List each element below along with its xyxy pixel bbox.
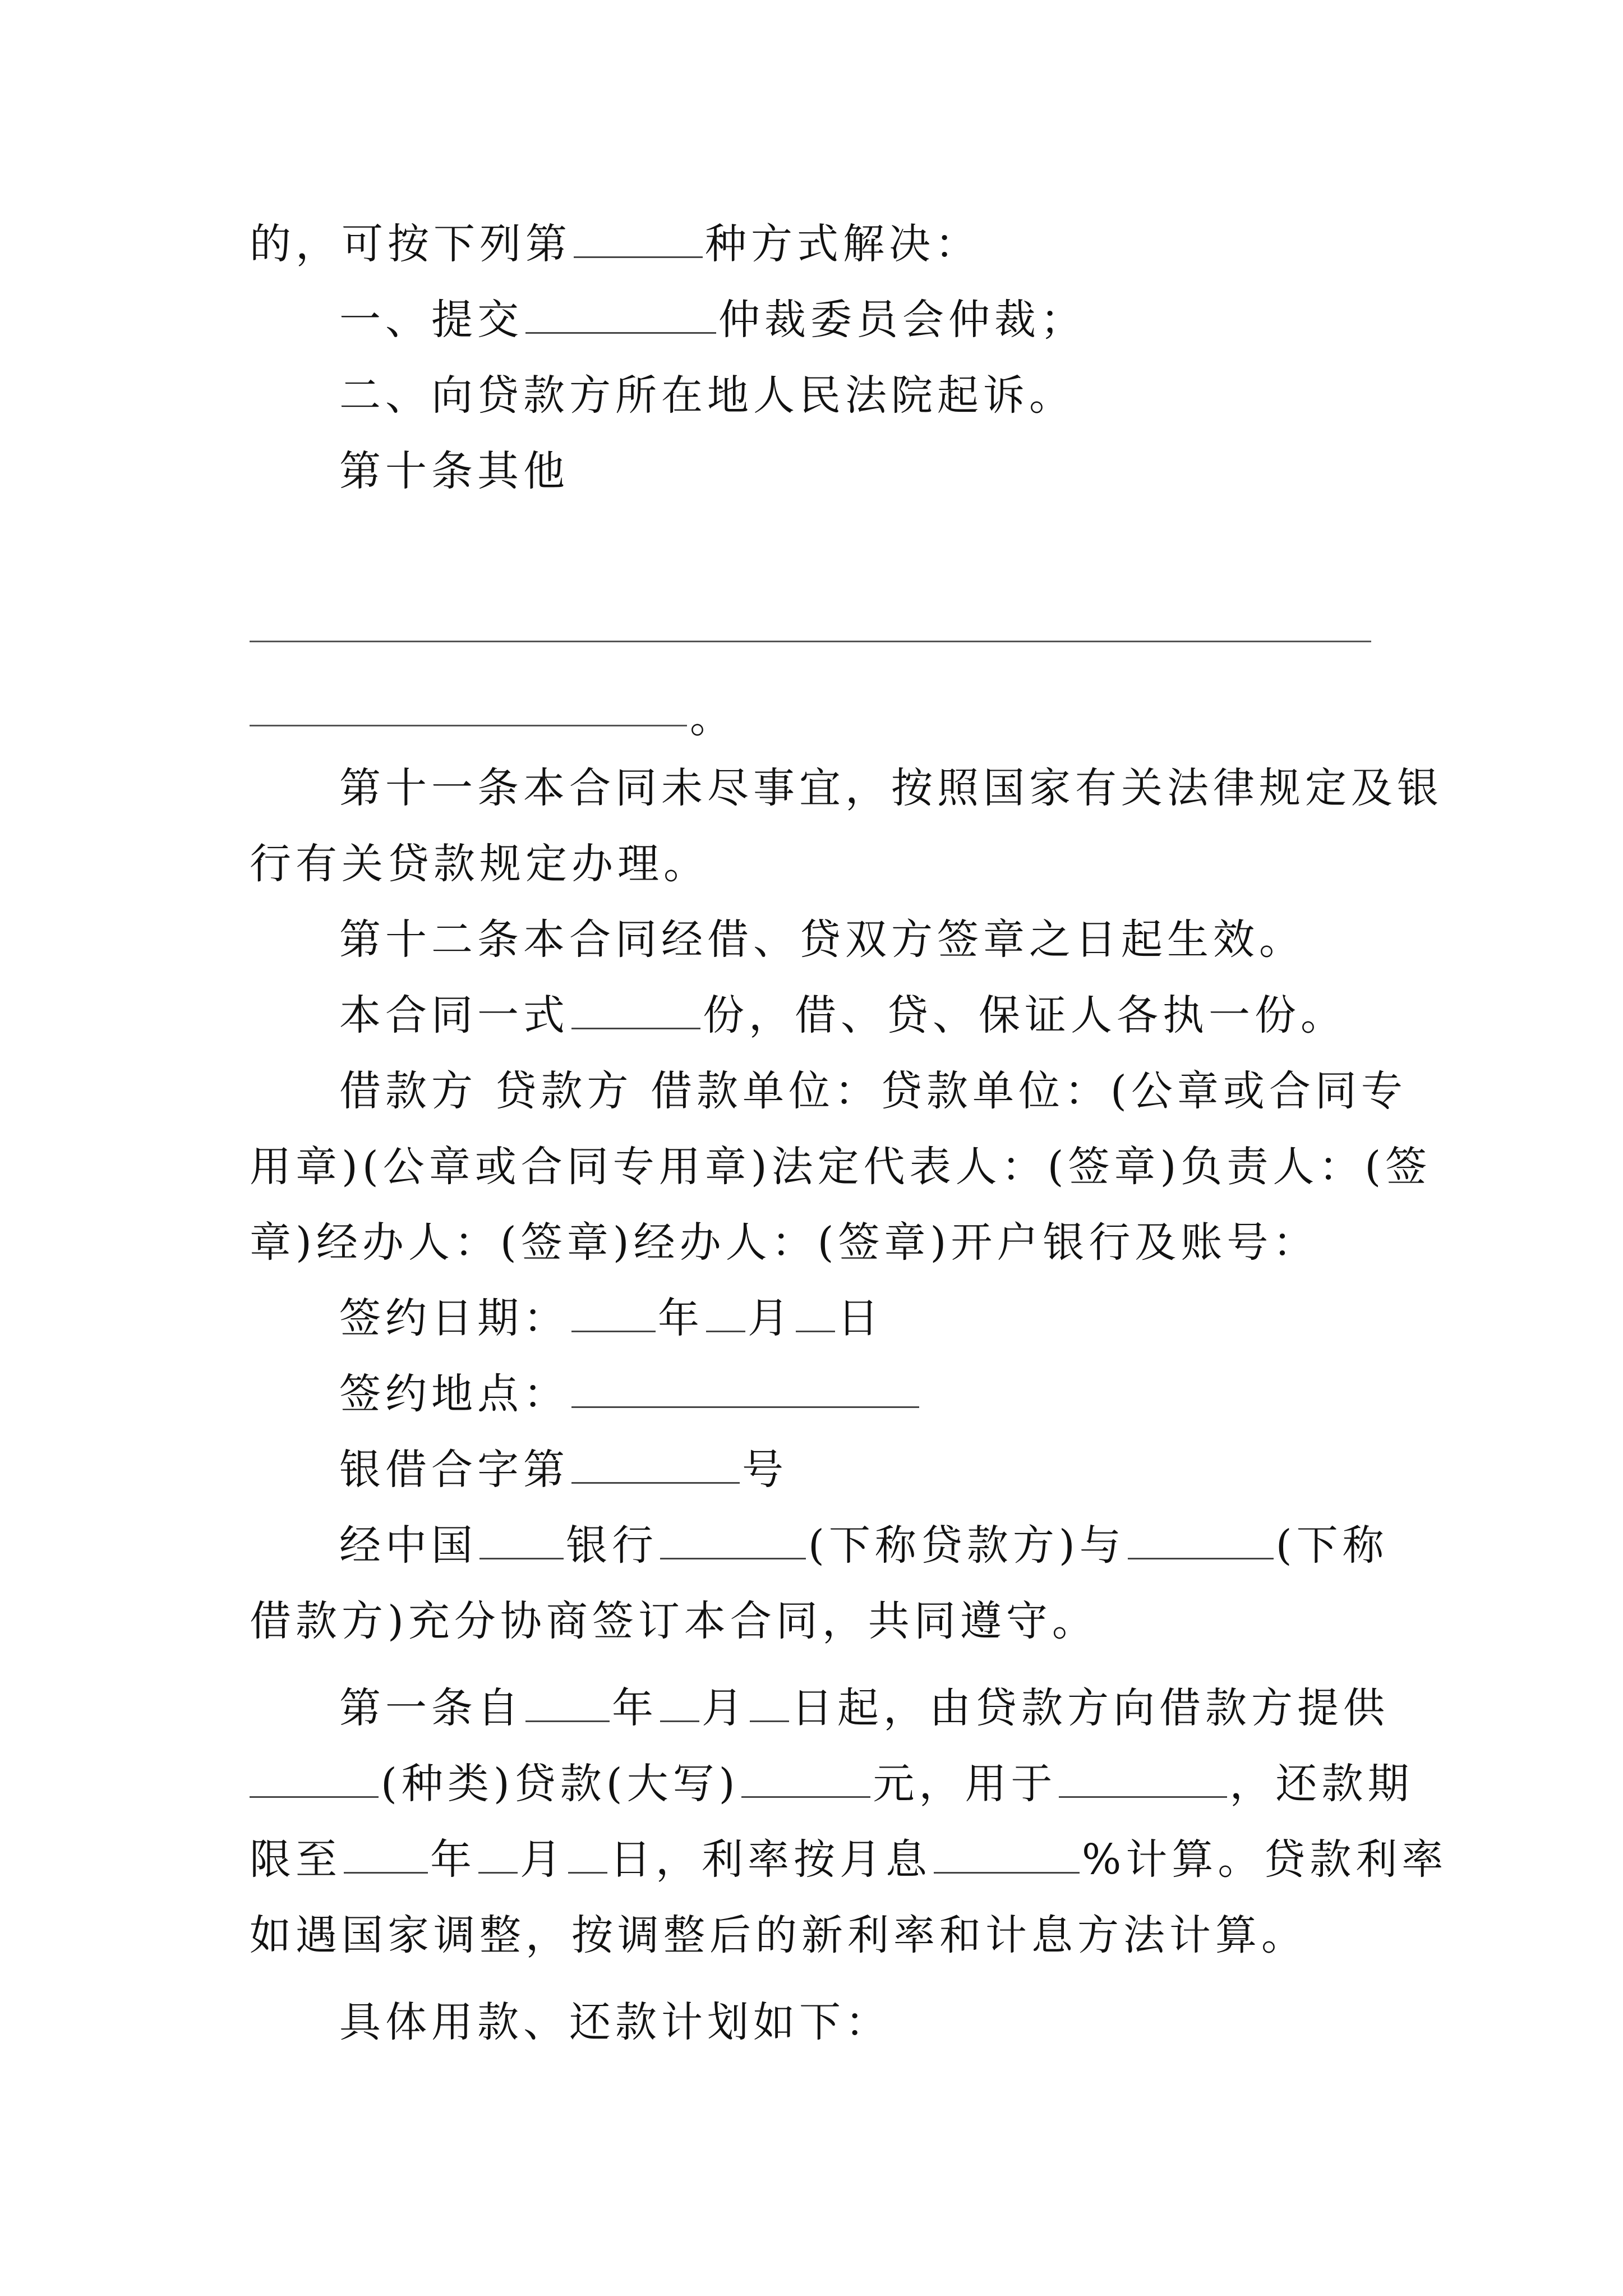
blank-field	[660, 1682, 699, 1722]
blank-rule-short	[250, 725, 687, 726]
section-heading-other: 第十条其他	[339, 447, 569, 495]
period-mark: 。	[690, 694, 731, 742]
contract-number-line: 银借合字第 号	[339, 1439, 788, 1501]
blank-field	[525, 294, 716, 334]
blank-field	[479, 1520, 564, 1559]
text-line-3: 二、向贷款方所在地人民法院起诉。	[339, 371, 1075, 420]
text-line-9: 本合同一式 份，借、贷、保证人各执一份。	[339, 984, 1347, 1046]
blank-field	[568, 1834, 607, 1874]
text-line-12: 章)经办人：(签章)经办人：(签章)开户银行及账号：	[250, 1218, 1319, 1267]
blank-field	[750, 1682, 789, 1722]
blank-field	[525, 1682, 610, 1722]
text-line-7: 行有关贷款规定办理。	[250, 840, 709, 888]
text-line-10: 借款方 贷款方 借款单位：贷款单位：(公章或合同专	[339, 1067, 1407, 1115]
blank-field	[1059, 1758, 1227, 1798]
blank-field	[1128, 1520, 1274, 1559]
blank-field	[934, 1834, 1080, 1874]
text-line-8: 第十二条本合同经借、贷双方签章之日起生效。	[339, 915, 1305, 964]
text-line-1: 的，可按下列第 种方式解决：	[250, 213, 981, 275]
text-line-17: 借款方)充分协商签订本合同，共同遵守。	[250, 1597, 1098, 1645]
signing-date-line: 签约日期： 年 月 日	[339, 1287, 883, 1349]
text-line-21: 如遇国家调整，按调整后的新利率和计息方法计算。	[250, 1911, 1307, 1959]
blank-field	[660, 1520, 806, 1559]
blank-field	[571, 990, 700, 1029]
blank-field	[796, 1292, 835, 1332]
blank-field	[706, 1292, 745, 1332]
blank-field	[571, 1368, 919, 1408]
blank-field	[741, 1758, 870, 1798]
blank-rule-long	[250, 641, 1371, 642]
text-line-2: 一、提交 仲裁委员会仲裁；	[339, 289, 1086, 351]
text-line-16: 经中国 银行 (下称贷款方)与 (下称	[339, 1515, 1389, 1576]
blank-field	[571, 1444, 740, 1484]
text-line-6: 第十一条本合同未尽事宜，按照国家有关法律规定及银	[339, 764, 1443, 812]
blank-field	[250, 1758, 379, 1798]
text-line-20: 限至 年 月 日，利率按月息 %计算。贷款利率	[250, 1829, 1447, 1890]
signing-place-line: 签约地点：	[339, 1363, 921, 1425]
blank-field	[574, 218, 703, 258]
text-line-11: 用章)(公章或合同专用章)法定代表人：(签章)负责人：(签	[250, 1143, 1432, 1191]
blank-field	[571, 1292, 656, 1332]
blank-field	[478, 1834, 518, 1874]
blank-field	[344, 1834, 428, 1874]
text-line-22: 具体用款、还款计划如下：	[339, 1998, 891, 2046]
text-line-19: (种类)贷款(大写) 元，用于 ，还款期	[250, 1753, 1413, 1815]
article-one-line: 第一条自 年 月 日起，由贷款方向借款方提供	[339, 1677, 1389, 1739]
